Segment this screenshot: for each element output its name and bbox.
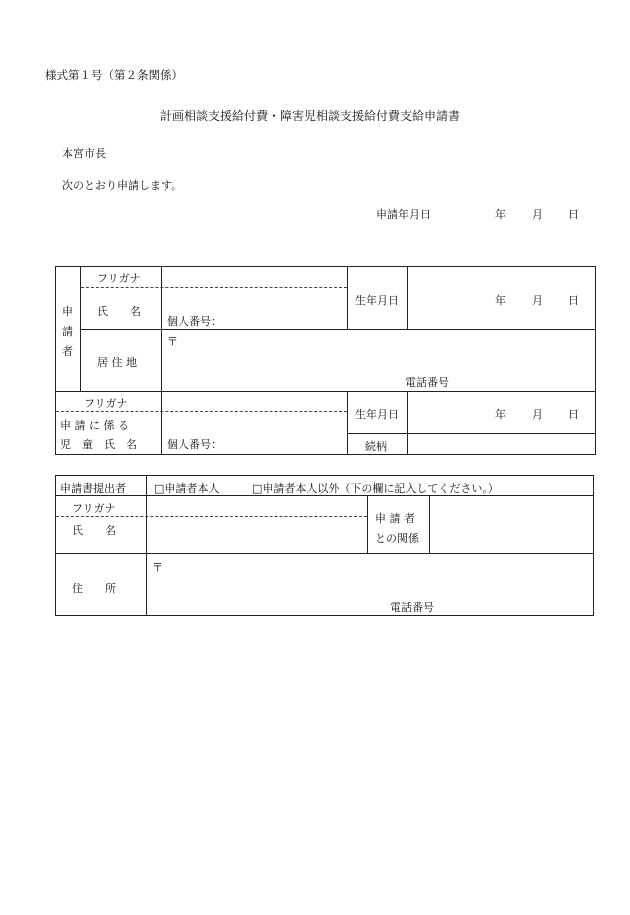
submitter-name-field[interactable] (147, 517, 366, 552)
intro-text: 次のとおり申請します。 (62, 179, 183, 192)
submitter-option-self[interactable]: □申請者本人 (154, 482, 220, 495)
submitter-name-label: 氏 名 (72, 524, 116, 537)
application-date-year: 年 (495, 208, 506, 221)
child-furigana-field[interactable] (162, 392, 346, 410)
applicant-address-label: 居 住 地 (97, 356, 137, 369)
addressee: 本宮市長 (62, 147, 106, 160)
application-date-day: 日 (568, 208, 579, 221)
submitter-label: 申請書提出者 (60, 482, 126, 495)
child-label-line2: 児 童 氏 名 (60, 438, 137, 451)
applicant-name-field[interactable] (162, 288, 346, 328)
applicant-birth-month: 月 (532, 294, 543, 307)
child-birth-month: 月 (532, 408, 543, 421)
application-date-month: 月 (532, 208, 543, 221)
submitter-furigana-label: フリガナ (72, 502, 116, 515)
submitter-option-other[interactable]: □申請者本人以外（下の欄に記入してください。） (252, 482, 499, 495)
submitter-relation-line1: 申 請 者 (375, 512, 415, 525)
applicant-individual-number-label: 個人番号： (167, 315, 222, 328)
applicant-furigana-field[interactable] (162, 267, 346, 286)
child-birth-day: 日 (568, 408, 579, 421)
applicant-birth-day: 日 (568, 294, 579, 307)
submitter-address-label: 住 所 (72, 582, 116, 595)
application-date-label: 申請年月日 (376, 208, 431, 221)
submitter-address-field[interactable] (147, 555, 592, 597)
submitter-phone-label: 電話番号 (390, 601, 434, 614)
form-number: 様式第１号（第２条関係） (45, 68, 183, 82)
applicant-postal-mark: 〒 (167, 335, 178, 348)
applicant-section-label-2: 請 (62, 325, 73, 338)
child-relationship-field[interactable] (408, 434, 594, 453)
child-name-field[interactable] (162, 412, 346, 433)
applicant-birthdate-label: 生年月日 (355, 294, 399, 307)
applicant-section-label-3: 者 (62, 345, 73, 358)
submitter-postal-mark: 〒 (152, 561, 163, 574)
document-title: 計画相談支援給付費・障害児相談支援給付費支給申請書 (160, 109, 461, 123)
submitter-furigana-field[interactable] (147, 496, 366, 515)
child-birthdate-label: 生年月日 (355, 408, 399, 421)
child-individual-number-label: 個人番号： (167, 438, 222, 451)
submitter-relation-line2: との関係 (375, 532, 419, 545)
applicant-name-label: 氏 名 (97, 305, 141, 318)
child-relationship-label: 続柄 (365, 440, 387, 453)
child-birth-year: 年 (495, 408, 506, 421)
child-furigana-label: フリガナ (84, 397, 128, 410)
applicant-address-field[interactable] (162, 330, 594, 372)
child-label-line1: 申 請 に 係 る (60, 419, 129, 432)
applicant-phone-label: 電話番号 (405, 376, 449, 389)
applicant-furigana-label: フリガナ (97, 272, 141, 285)
submitter-relation-field[interactable] (430, 496, 592, 552)
applicant-section-label-1: 申 (62, 305, 73, 318)
applicant-birth-year: 年 (495, 294, 506, 307)
